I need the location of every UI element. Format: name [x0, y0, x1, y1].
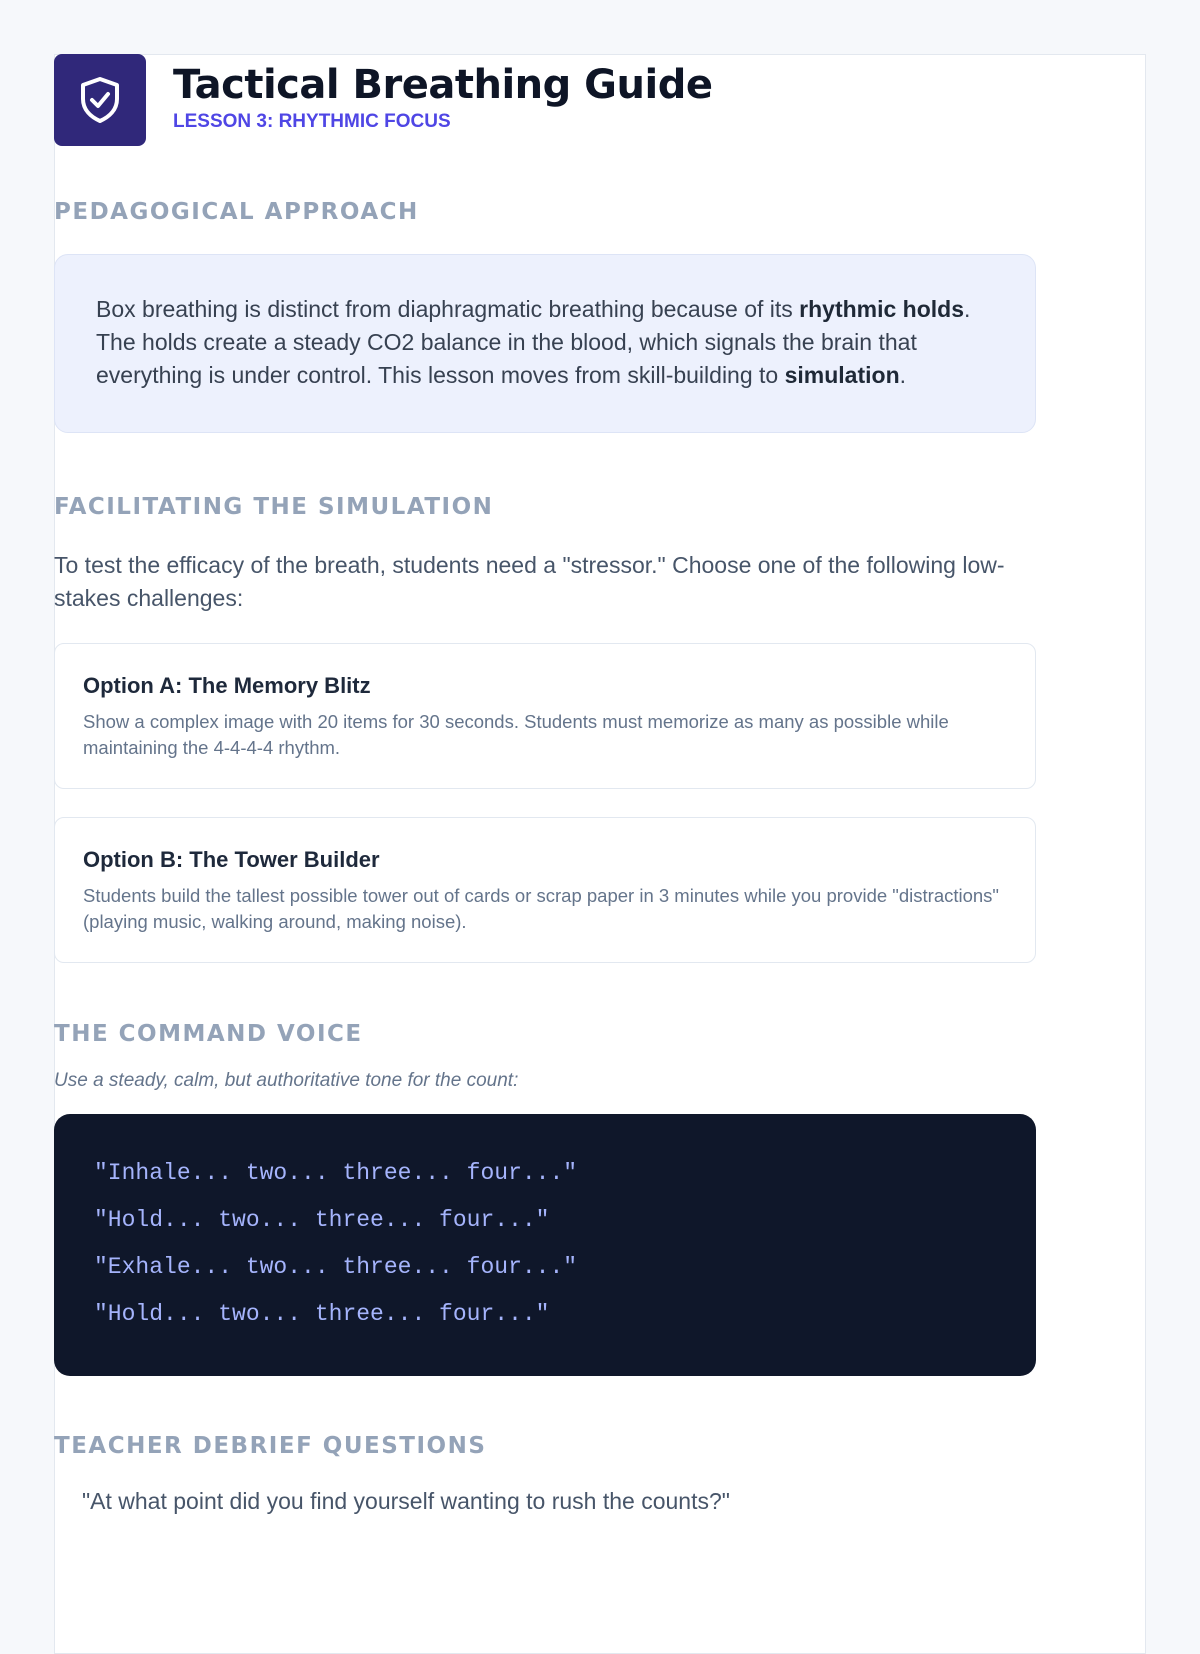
option-list	[54, 643, 1036, 963]
approach-bold-term: rhythmic holds	[799, 296, 965, 322]
approach-text: .	[899, 362, 907, 388]
count-line: "Exhale... two... three... four..."	[94, 1254, 578, 1280]
approach-bold-term: simulation	[784, 362, 900, 388]
option-title: Option A: The Memory Blitz	[83, 673, 371, 698]
approach-text: Box breathing is distinct from diaphragmatic breathing because of its	[96, 296, 800, 322]
section-heading-approach: PEDAGOGICAL APPROACH	[54, 199, 419, 225]
command-voice-note: Use a steady, calm, but authoritative tone for the count:	[54, 1070, 519, 1091]
count-line: "Hold... two... three... four..."	[94, 1207, 550, 1233]
option-title: Option B: The Tower Builder	[83, 847, 380, 872]
count-line: "Inhale... two... three... four..."	[94, 1160, 578, 1186]
approach-callout	[54, 254, 1036, 433]
section-heading-debrief: TEACHER DEBRIEF QUESTIONS	[54, 1433, 487, 1459]
simulation-intro: To test the efficacy of the breath, students need a "stressor." Choose one of the following low-stakes challenges:	[54, 552, 1005, 611]
option-card	[54, 643, 1036, 789]
option-card	[54, 817, 1036, 963]
lesson-subtitle: LESSON 3: RHYTHMIC FOCUS	[173, 111, 451, 132]
lesson-content	[54, 54, 1036, 1515]
count-script-block	[54, 1114, 1036, 1376]
page-title: Tactical Breathing Guide	[173, 62, 713, 108]
shield-check-icon	[54, 54, 146, 146]
section-heading-command-voice: THE COMMAND VOICE	[54, 1021, 363, 1047]
approach-text: . The holds create a steady CO2 balance in the blood, which signals the brain that everything is under control. This lesson moves from skill-building to	[96, 296, 971, 388]
lesson-header	[54, 54, 1036, 146]
title-block	[173, 62, 713, 133]
option-description: Show a complex image with 20 items for 30 seconds. Students must memorize as many as possible while maintaining the 4-4-4-4 rhythm.	[83, 711, 949, 758]
option-description: Students build the tallest possible tower out of cards or scrap paper in 3 minutes while you provide "distractions" (playing music, walking around, making noise).	[83, 885, 1000, 932]
debrief-question: "At what point did you find yourself wanting to rush the counts?"	[82, 1488, 730, 1514]
section-heading-simulation: FACILITATING THE SIMULATION	[54, 494, 494, 520]
count-line: "Hold... two... three... four..."	[94, 1301, 550, 1327]
